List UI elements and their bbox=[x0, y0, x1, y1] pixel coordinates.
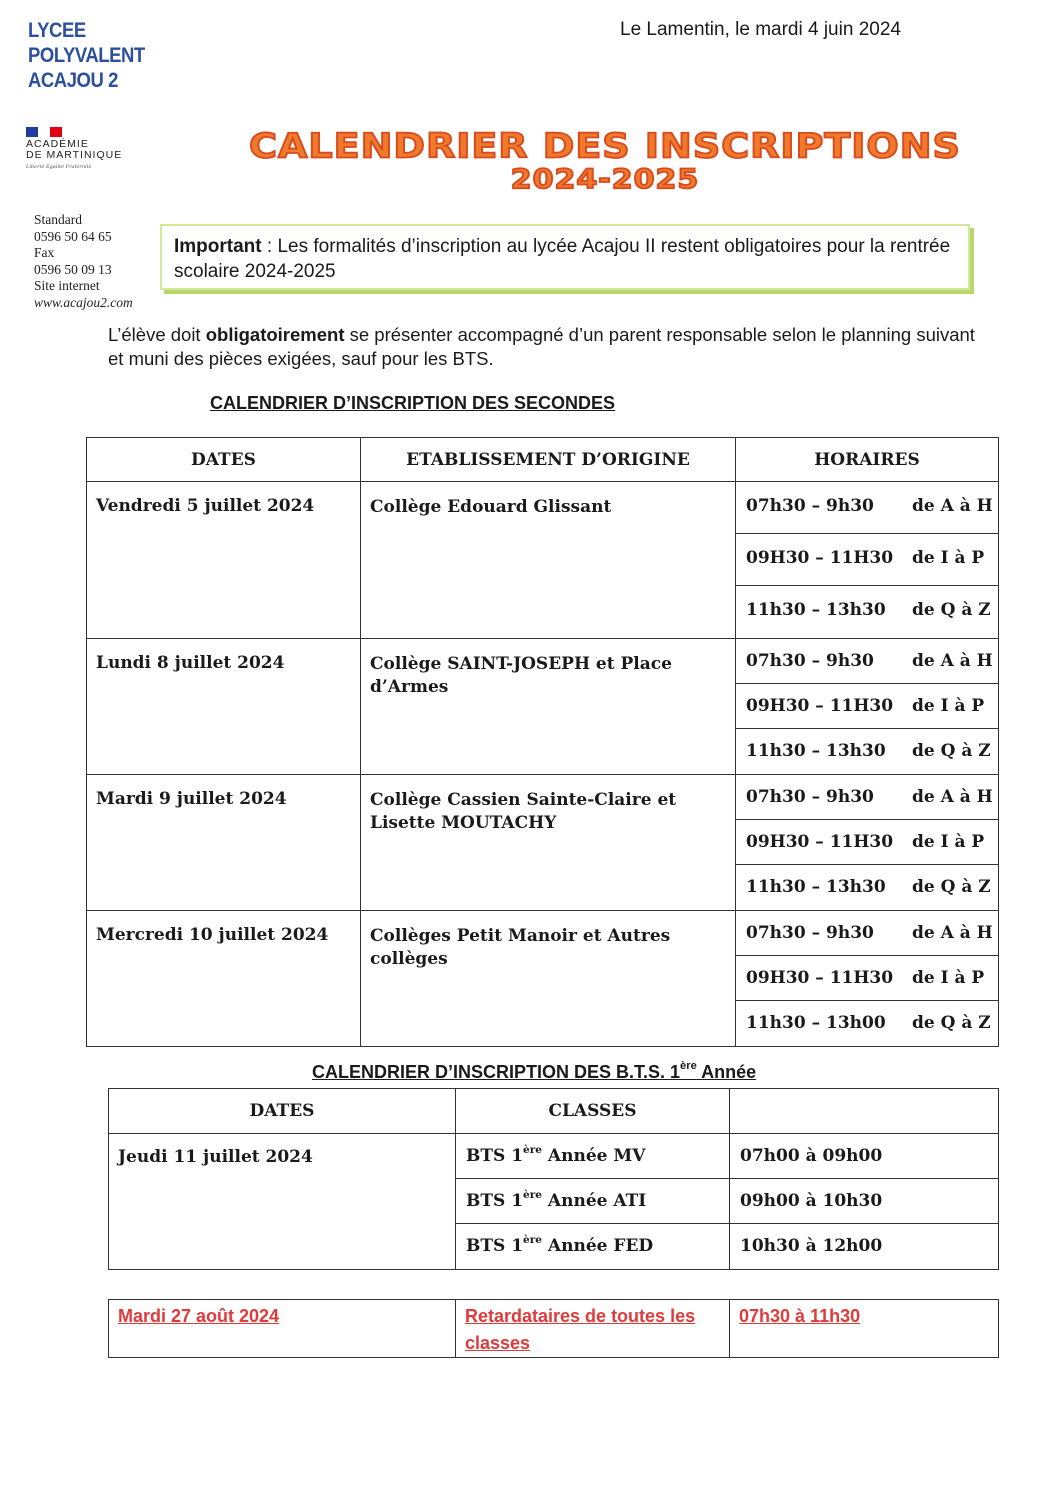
time-slot bbox=[736, 911, 998, 956]
bts-time: 09h00 à 10h30 bbox=[730, 1179, 998, 1224]
etablissement-cell: Collège SAINT-JOSEPH et Place d’Armes bbox=[361, 639, 736, 775]
time-slot bbox=[736, 639, 998, 684]
table-row bbox=[87, 911, 999, 1047]
time-slot bbox=[736, 820, 998, 865]
slot-letters: de A à H bbox=[912, 923, 993, 943]
bts-time: 07h00 à 09h00 bbox=[730, 1134, 998, 1179]
contact-info: Standard 0596 50 64 65 Fax 0596 50 09 13 Site internet www.acajou2.com bbox=[34, 212, 133, 310]
late-date: Mardi 27 août 2024 bbox=[109, 1300, 456, 1358]
academie-motto: Liberté Égalité Fraternité bbox=[26, 164, 92, 170]
website-link[interactable]: www.acajou2.com bbox=[34, 294, 133, 310]
slot-letters: de A à H bbox=[912, 496, 993, 516]
intro-paragraph: L’élève doit obligatoirement se présenter accompagné d’un parent responsable selon le planning suivant et muni des pièces exigées, sauf pour les BTS. bbox=[108, 324, 975, 369]
date-cell: Lundi 8 juillet 2024 bbox=[87, 639, 361, 775]
slot-hours: 09H30 – 11H30 bbox=[746, 832, 894, 852]
horaires-cell bbox=[736, 911, 999, 1047]
page-title: CALENDRIER DES INSCRIPTIONS 2024-2025 bbox=[249, 126, 961, 196]
slot-hours: 09H30 – 11H30 bbox=[746, 968, 894, 988]
school-name: LYCEE POLYVALENT ACAJOU 2 bbox=[28, 19, 145, 92]
time-slot bbox=[736, 482, 998, 534]
column-header: CLASSES bbox=[456, 1089, 730, 1134]
slot-hours: 11h30 – 13h30 bbox=[746, 600, 886, 620]
academie-line2: DE MARTINIQUE bbox=[26, 149, 123, 161]
slot-hours: 09H30 – 11H30 bbox=[746, 548, 894, 568]
marianne-flag-icon bbox=[26, 127, 62, 137]
slot-letters: de Q à Z bbox=[912, 1013, 991, 1033]
slot-letters: de Q à Z bbox=[912, 877, 991, 897]
horaires-cell bbox=[736, 482, 999, 639]
slot-hours: 07h30 – 9h30 bbox=[746, 651, 874, 671]
slot-letters: de Q à Z bbox=[912, 741, 991, 761]
column-header bbox=[730, 1089, 999, 1134]
slot-letters: de I à P bbox=[912, 696, 985, 716]
column-header: HORAIRES bbox=[736, 438, 999, 482]
time-slot bbox=[736, 534, 998, 586]
secondes-section-title: CALENDRIER D’INSCRIPTION DES SECONDES bbox=[210, 393, 616, 413]
time-slot bbox=[736, 729, 998, 774]
column-header: ETABLISSEMENT D’ORIGINE bbox=[361, 438, 736, 482]
etablissement-cell: Collèges Petit Manoir et Autres collèges bbox=[361, 911, 736, 1047]
column-header: DATES bbox=[109, 1089, 456, 1134]
time-slot bbox=[736, 684, 998, 729]
secondes-table bbox=[86, 437, 999, 1047]
slot-hours: 07h30 – 9h30 bbox=[746, 923, 874, 943]
horaires-cell bbox=[736, 639, 999, 775]
slot-letters: de I à P bbox=[912, 968, 985, 988]
slot-letters: de A à H bbox=[912, 651, 993, 671]
slot-letters: de Q à Z bbox=[912, 600, 991, 620]
dateline: Le Lamentin, le mardi 4 juin 2024 bbox=[620, 19, 901, 40]
academie-line1: ACADÉMIE bbox=[26, 138, 89, 150]
bts-class: BTS 1ère Année FED bbox=[466, 1233, 654, 1256]
slot-hours: 11h30 – 13h00 bbox=[746, 1013, 886, 1033]
date-cell: Mercredi 10 juillet 2024 bbox=[87, 911, 361, 1047]
slot-hours: 09H30 – 11H30 bbox=[746, 696, 894, 716]
table-row bbox=[87, 775, 999, 911]
time-slot bbox=[736, 1001, 998, 1046]
bts-classes bbox=[456, 1134, 730, 1270]
slot-hours: 11h30 – 13h30 bbox=[746, 877, 886, 897]
slot-letters: de A à H bbox=[912, 787, 993, 807]
table-row bbox=[87, 482, 999, 639]
time-slot bbox=[736, 775, 998, 820]
etablissement-cell: Collège Cassien Sainte-Claire et Lisette MOUTACHY bbox=[361, 775, 736, 911]
horaires-cell bbox=[736, 775, 999, 911]
late-registration-table bbox=[108, 1299, 999, 1358]
column-header: DATES bbox=[87, 438, 361, 482]
slot-hours: 07h30 – 9h30 bbox=[746, 496, 874, 516]
bts-class: BTS 1ère Année ATI bbox=[456, 1179, 729, 1224]
time-slot bbox=[736, 865, 998, 910]
slot-letters: de I à P bbox=[912, 548, 985, 568]
bts-section-title: CALENDRIER D’INSCRIPTION DES B.T.S. 1ère Année bbox=[312, 1060, 757, 1082]
etablissement-cell: Collège Edouard Glissant bbox=[361, 482, 736, 639]
bts-class: BTS 1ère Année MV bbox=[456, 1134, 729, 1179]
slot-letters: de I à P bbox=[912, 832, 985, 852]
bts-date: Jeudi 11 juillet 2024 bbox=[109, 1134, 456, 1270]
late-who: Retardataires de toutes les classes bbox=[456, 1300, 730, 1358]
slot-hours: 11h30 – 13h30 bbox=[746, 741, 886, 761]
bts-time: 10h30 à 12h00 bbox=[740, 1236, 883, 1256]
time-slot bbox=[736, 956, 998, 1001]
date-cell: Vendredi 5 juillet 2024 bbox=[87, 482, 361, 639]
table-row bbox=[87, 639, 999, 775]
academie-logo bbox=[26, 127, 156, 170]
important-notice: Important : Les formalités d’inscription au lycée Acajou II restent obligatoires pour la rentrée scolaire 2024-2025 bbox=[160, 224, 970, 290]
bts-table bbox=[108, 1088, 999, 1270]
slot-hours: 07h30 – 9h30 bbox=[746, 787, 874, 807]
date-cell: Mardi 9 juillet 2024 bbox=[87, 775, 361, 911]
bts-times bbox=[730, 1134, 999, 1270]
late-time: 07h30 à 11h30 bbox=[730, 1300, 999, 1358]
time-slot bbox=[736, 586, 998, 638]
